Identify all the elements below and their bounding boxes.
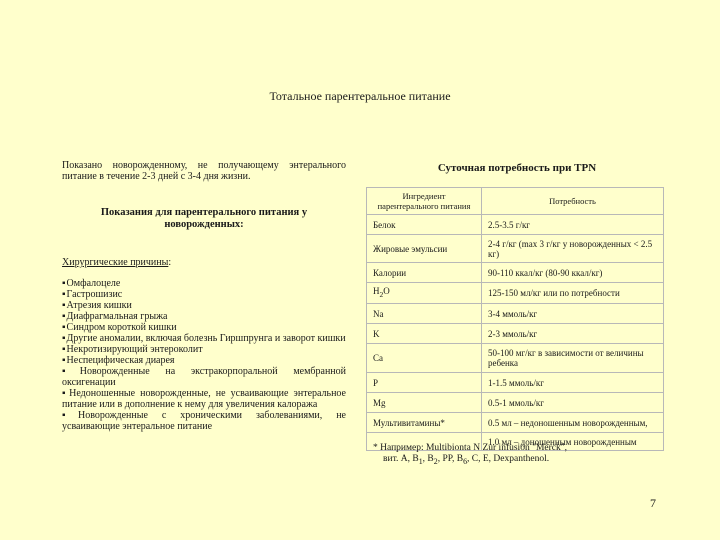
list-item: ▪ Некротизирующий энтероколит	[62, 344, 346, 355]
need-cell: 3-4 ммоль/кг	[482, 304, 664, 324]
footnote-line-1: * Например: Multibionta N Zur infusion "Merck",	[373, 443, 567, 453]
table-row	[367, 324, 664, 344]
vitamin-text: , PP, B	[437, 454, 464, 464]
need-cell: 50-100 мг/кг в зависимости от величины ребенка	[482, 344, 664, 373]
surgical-causes-title: Хирургические причины	[62, 257, 169, 268]
ingredient-cell: Белок	[367, 215, 482, 235]
list-item: ▪ Другие аномалии, включая болезнь Гиршпрунга и заворот кишки	[62, 333, 346, 344]
ingredient-cell: K	[367, 324, 482, 344]
requirements-table	[366, 187, 664, 451]
surgical-causes-list	[62, 278, 346, 432]
ingredient-cell: Ca	[367, 344, 482, 373]
vitamin-subscript: 6	[463, 456, 468, 466]
ingredient-cell: Mg	[367, 393, 482, 413]
need-cell: 0.5-1 ммоль/кг	[482, 393, 664, 413]
need-cell: 2-3 ммоль/кг	[482, 324, 664, 344]
table-row	[367, 344, 664, 373]
water-o: O	[383, 286, 390, 297]
list-item: ▪ Синдром короткой кишки	[62, 322, 346, 333]
vitamin-text: вит. A, B	[383, 454, 419, 464]
requirements-title: Суточная потребность при TPN	[437, 162, 597, 174]
vitamin-text: , B	[422, 454, 434, 464]
list-item: ▪ Новорожденные на экстракорпоральной мембранной оксигенации	[62, 366, 346, 388]
water-subscript: 2	[379, 289, 384, 299]
indications-heading: Показания для парентерального питания у новорожденных:	[100, 207, 308, 230]
intro-text: Показано новорожденному, не получающему энтерального питание в течение 2-3 дней с 3-4 дня жизни.	[62, 160, 346, 182]
ingredient-cell: Мультивитамины*	[367, 413, 482, 433]
ingredient-cell: P	[367, 373, 482, 393]
left-column	[62, 160, 346, 432]
ingredient-cell: Калории	[367, 263, 482, 283]
list-item: ▪ Новорожденные с хроническими заболеваниями, не усваивающие энтеральное питание	[62, 410, 346, 432]
need-cell: 90-110 ккал/кг (80-90 ккал/кг)	[482, 263, 664, 283]
table-row	[367, 393, 664, 413]
table-row	[367, 373, 664, 393]
table-header-row	[367, 188, 664, 215]
slide-title: Тотальное парентеральное питание	[269, 89, 451, 103]
vitamin-text: , C, E, Dexpanthenol.	[467, 454, 550, 464]
need-cell: 2.5-3.5 г/кг	[482, 215, 664, 235]
list-item: ▪ Атрезия кишки	[62, 300, 346, 311]
vitamin-subscript: 2	[433, 456, 438, 466]
header-ingredient: Ингредиент парентерального питания	[367, 188, 482, 215]
list-item: ▪ Диафрагмальная грыжа	[62, 311, 346, 322]
list-item: ▪ Недоношенные новорожденные, не усваивающие энтеральное питание или в дополнение к нему для увеличения калоража	[62, 388, 346, 410]
list-item: ▪ Омфалоцеле	[62, 278, 346, 289]
need-cell: 0.5 мл – недоношенным новорожденным,	[482, 413, 664, 433]
table-row	[367, 304, 664, 324]
ingredient-cell: Na	[367, 304, 482, 324]
footnote	[373, 443, 663, 467]
page-number: 7	[650, 496, 656, 510]
table-row	[367, 283, 664, 304]
table-row	[367, 413, 664, 433]
ingredient-cell	[367, 283, 482, 304]
surgical-causes-colon: :	[168, 257, 172, 268]
need-cell: 2-4 г/кг (max 3 г/кг у новорожденных < 2.5 кг)	[482, 235, 664, 263]
need-cell: 125-150 мл/кг или по потребности	[482, 283, 664, 304]
water-h: H	[373, 286, 380, 297]
list-item: ▪ Неспецифическая диарея	[62, 355, 346, 366]
footnote-line-2	[373, 454, 663, 467]
table-row	[367, 263, 664, 283]
surgical-causes-heading	[62, 257, 346, 268]
ingredient-cell: Жировые эмульсии	[367, 235, 482, 263]
list-item: ▪ Гастрошизис	[62, 289, 346, 300]
need-cell: 1.0 мл – доношенным новорожденным	[482, 433, 664, 451]
header-need: Потребность	[482, 188, 664, 215]
table-row	[367, 215, 664, 235]
vitamin-subscript: 1	[418, 456, 423, 466]
table-row	[367, 235, 664, 263]
need-cell: 1-1.5 ммоль/кг	[482, 373, 664, 393]
